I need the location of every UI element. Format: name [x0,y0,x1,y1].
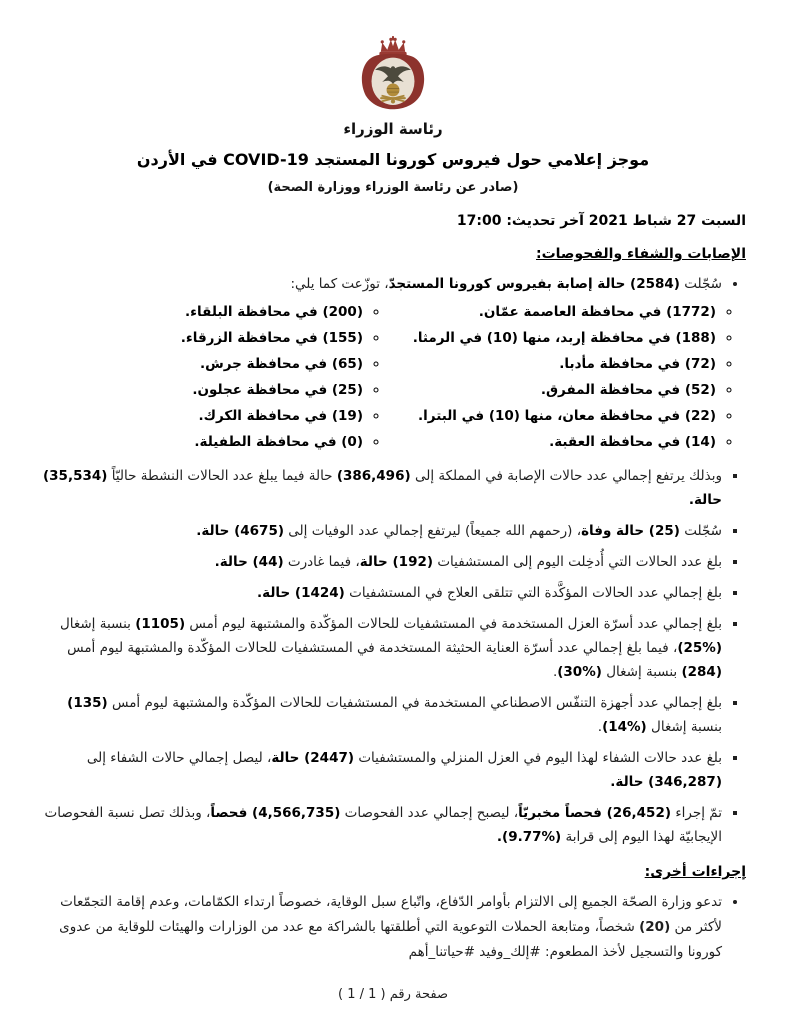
cases-intro-bullet: • سُجّلت (2584) حالة إصابة بفيروس كورونا المستجدّ، توزّعت كما يلي: [40,273,722,296]
globe-shape [387,83,400,96]
governorate-item: ◦ (72) في محافظة مأدبا. [393,352,716,377]
logo-caption: رئاسة الوزراء [343,120,443,138]
document-title: موجز إعلامي حول فيروس كورونا المستجد COVID-19 في الأردن [136,150,650,169]
section-header-other-measures: إجراءات أخرى: [644,864,746,880]
section-header-cases: الإصابات والشفاء والفحوصات: [536,246,746,262]
page-number: صفحة رقم ( 1 / 1 ) [337,987,449,1002]
governorate-item: ◦ (155) في محافظة الزرقاء. [40,326,363,351]
governorate-item: ◦ (19) في محافظة الكرك. [40,404,363,429]
statistics-list [40,464,746,849]
document-subtitle: (صادر عن رئاسة الوزراء ووزارة الصحة) [267,180,519,195]
governorate-item: ◦ (22) في محافظة معان، منها (10) في البترا. [393,404,716,429]
stat-bullet: ▪ بلغ إجمالي عدد أجهزة التنفّس الاصطناعي المستخدمة في المستشفيات للحالات المؤكّدة والمشتبهة ليوم أمس (135) بنسبة إشغال (%14). [40,691,722,739]
cases-intro-list [40,273,746,296]
governorate-item: ◦ (14) في محافظة العقبة. [393,430,716,455]
stat-bullet: ▪ وبذلك يرتفع إجمالي عدد حالات الإصابة في المملكة إلى (386,496) حالة فيما يبلغ عدد الحالات النشطة حاليّاً (35,534) حالة. [40,464,722,512]
stat-bullet: ▪ تمّ إجراء (26,452) فحصاً مخبريّاً، ليصبح إجمالي عدد الفحوصات (4,566,735) فحصاً، وبذلك تصل نسبة الفحوصات الإيجابيّة لهذا اليوم إلى قرابة (%9.77). [40,801,722,849]
measure-bullet: • تدعو وزارة الصحّة الجميع إلى الالتزام بأوامر الدّفاع، واتّباع سبل الوقاية، خصوصاً ارتداء الكمّامات، وعدم إقامة التجمّعات لأكثر من (20) شخصاً، ومتابعة الحملات التوعوية التي أطلقتها بالشراكة مع عدد من الوزارات والهيئات للوقاية من عدوى كورونا والتسجيل لأخذ المطعوم: #إلك_وفيد #حياتنا_أهم [40,890,722,965]
governorates-column-right [393,300,746,456]
measures-list [40,890,746,965]
governorate-item: ◦ (25) في محافظة عجلون. [40,378,363,403]
stat-bullet: ▪ بلغ إجمالي عدد أسرّة العزل المستخدمة في المستشفيات للحالات المؤكّدة والمشتبهة ليوم أمس (1105) بنسبة إشغال (%25)، فيما بلغ إجمالي عدد أسرّة العناية الحثيثة المستخدمة في المستشفيات للحالات المؤكّدة والمشتبهة ليوم أمس (284) بنسبة إشغال (%30). [40,612,722,684]
stat-bullet: ▪ سُجّلت (25) حالة وفاة، (رحمهم الله جميعاً) ليرتفع إجمالي عدد الوفيات إلى (4675) حالة. [40,519,722,543]
governorates-column-left [40,300,393,456]
stat-bullet: ▪ بلغ عدد حالات الشفاء لهذا اليوم في العزل المنزلي والمستشفيات (2447) حالة، ليصل إجمالي حالات الشفاء إلى (346,287) حالة. [40,746,722,794]
governorate-item: ◦ (52) في محافظة المفرق. [393,378,716,403]
governorates-columns [40,300,746,456]
governorate-item: ◦ (65) في محافظة جرش. [40,352,363,377]
jordan-coat-of-arms-icon [350,36,436,118]
governorate-item: ◦ (0) في محافظة الطفيلة. [40,430,363,455]
logo-block [40,36,746,138]
stat-bullet: ▪ بلغ عدد الحالات التي أُدخِلت اليوم إلى المستشفيات (192) حالة، فيما غادرت (44) حالة. [40,550,722,574]
governorate-item: ◦ (1772) في محافظة العاصمة عمّان. [393,300,716,325]
crown-shape [379,36,406,56]
date-line: السبت 27 شباط 2021 آخر تحديث: 17:00 [456,213,746,229]
stat-bullet: ▪ بلغ إجمالي عدد الحالات المؤكَّدة التي تتلقى العلاج في المستشفيات (1424) حالة. [40,581,722,605]
governorate-item: ◦ (188) في محافظة إربد، منها (10) في الرمثا. [393,326,716,351]
governorate-item: ◦ (200) في محافظة البلقاء. [40,300,363,325]
